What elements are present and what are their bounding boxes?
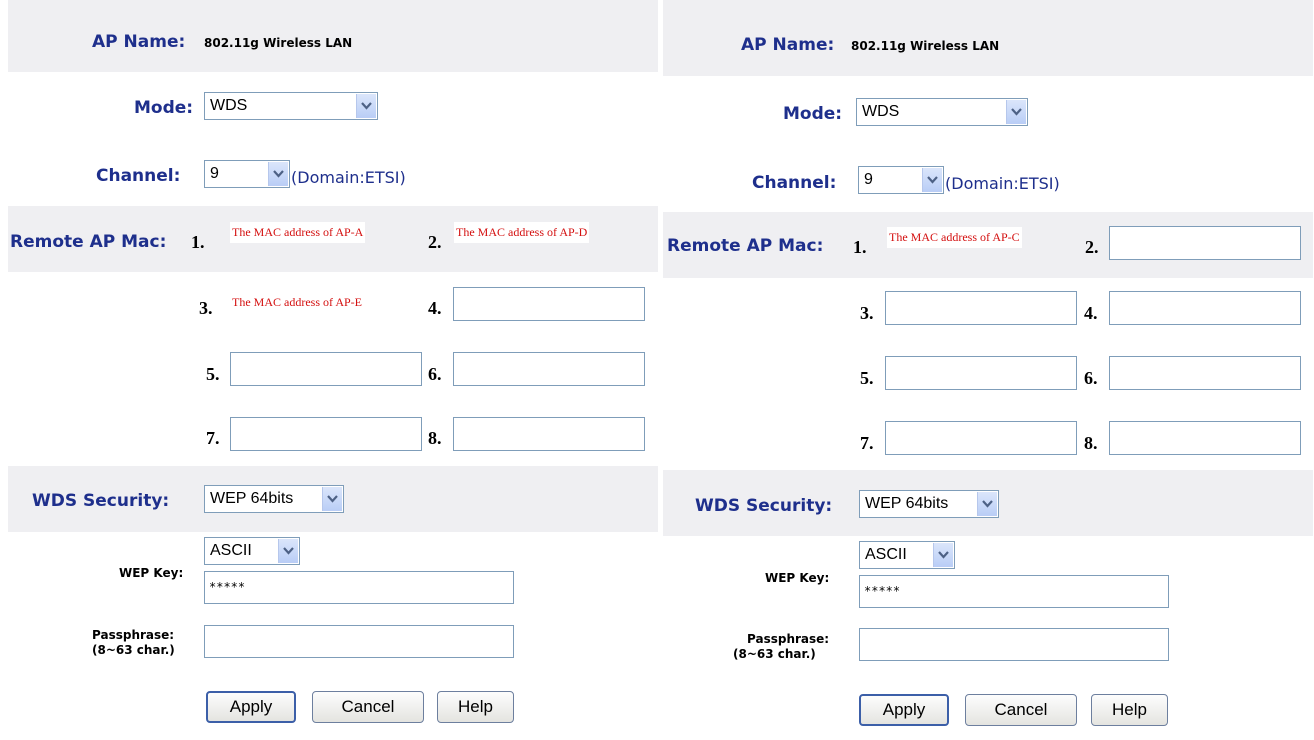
mac-slot-5-number: 5. [860,368,874,388]
remote-ap-mac-label: Remote AP Mac: [10,232,167,252]
key-format-select-value: ASCII [210,542,252,559]
mac-slot-2-number: 2. [428,232,442,252]
wds-config-panel-right [663,0,1313,740]
apply-button[interactable]: Apply [859,694,949,726]
ap-name-value: 802.11g Wireless LAN [204,36,353,50]
wds-security-select-value: WEP 64bits [865,495,949,512]
key-format-select[interactable] [859,541,955,569]
cancel-button[interactable]: Cancel [312,691,424,723]
domain-text: (Domain:ETSI) [945,174,1060,193]
mac-slot-2-value[interactable]: The MAC address of AP-D [454,222,589,243]
channel-label: Channel: [752,173,837,193]
wds-security-label: WDS Security: [32,491,170,511]
mode-select[interactable] [856,98,1028,126]
mode-label: Mode: [783,104,843,124]
mac-slot-8-input[interactable] [453,417,645,451]
ap-name-label: AP Name: [741,35,835,55]
wep-key-value: ***** [209,580,246,594]
help-button[interactable]: Help [437,691,514,723]
chevron-down-icon[interactable] [322,487,342,511]
mac-slot-1-number: 1. [853,237,867,257]
ap-name-value: 802.11g Wireless LAN [851,39,1000,53]
mac-slot-3-input[interactable] [885,291,1077,325]
passphrase-hint: (8~63 char.) [733,647,816,661]
channel-select-value: 9 [864,171,873,188]
mac-slot-7-input[interactable] [885,421,1077,455]
remote-ap-mac-label: Remote AP Mac: [667,236,824,256]
mac-slot-5-number: 5. [206,364,220,384]
mode-select[interactable] [204,92,378,120]
mac-slot-7-input[interactable] [230,417,422,451]
passphrase-input[interactable] [859,628,1169,661]
mac-slot-4-number: 4. [428,298,442,318]
mac-slot-6-number: 6. [428,364,442,384]
domain-text: (Domain:ETSI) [291,168,406,187]
mac-slot-7-number: 7. [206,428,220,448]
wep-key-input[interactable] [859,575,1169,608]
mac-slot-2-number: 2. [1085,237,1099,257]
passphrase-hint: (8~63 char.) [92,643,175,657]
passphrase-input[interactable] [204,625,514,658]
apply-button[interactable]: Apply [206,691,296,723]
mac-slot-8-number: 8. [428,428,442,448]
mode-select-value: WDS [210,97,248,114]
chevron-down-icon[interactable] [922,168,942,192]
wds-security-label: WDS Security: [695,496,833,516]
mac-slot-2-input[interactable] [1109,226,1301,260]
passphrase-label: Passphrase: [92,628,175,642]
mac-slot-4-number: 4. [1084,303,1098,323]
key-format-select[interactable] [204,537,300,565]
mode-label: Mode: [134,98,194,118]
mac-slot-5-input[interactable] [885,356,1077,390]
wep-key-input[interactable] [204,571,514,604]
mac-slot-3-number: 3. [199,298,213,318]
chevron-down-icon[interactable] [1006,100,1026,124]
mode-select-value: WDS [862,103,900,120]
mac-slot-8-number: 8. [1084,433,1098,453]
mac-slot-7-number: 7. [860,433,874,453]
mac-slot-1-value[interactable]: The MAC address of AP-C [887,227,1022,248]
mac-slot-4-input[interactable] [1109,291,1301,325]
passphrase-label: Passphrase: [747,632,830,646]
channel-select-value: 9 [210,165,219,182]
wds-security-select[interactable] [859,490,999,518]
channel-select[interactable] [204,160,290,188]
wep-key-value: ***** [864,584,901,598]
channel-label: Channel: [96,166,181,186]
chevron-down-icon[interactable] [356,94,376,118]
chevron-down-icon[interactable] [278,539,298,563]
wds-security-select[interactable] [204,485,344,513]
mac-slot-1-value[interactable]: The MAC address of AP-A [230,222,365,243]
mac-slot-3-number: 3. [860,303,874,323]
chevron-down-icon[interactable] [977,492,997,516]
mac-slot-1-number: 1. [191,232,205,252]
cancel-button[interactable]: Cancel [965,694,1077,726]
mac-slot-6-input[interactable] [1109,356,1301,390]
wep-key-label: WEP Key: [765,571,830,585]
wep-key-label: WEP Key: [119,566,184,580]
mac-slot-4-input[interactable] [453,287,645,321]
ap-name-label: AP Name: [92,32,186,52]
channel-select[interactable] [858,166,944,194]
mac-slot-6-number: 6. [1084,368,1098,388]
wds-security-select-value: WEP 64bits [210,490,294,507]
chevron-down-icon[interactable] [268,162,288,186]
help-button[interactable]: Help [1091,694,1168,726]
wds-config-panel-left [8,0,658,740]
mac-slot-3-value[interactable]: The MAC address of AP-E [230,292,364,313]
mac-slot-6-input[interactable] [453,352,645,386]
key-format-select-value: ASCII [865,546,907,563]
mac-slot-5-input[interactable] [230,352,422,386]
chevron-down-icon[interactable] [933,543,953,567]
mac-slot-8-input[interactable] [1109,421,1301,455]
